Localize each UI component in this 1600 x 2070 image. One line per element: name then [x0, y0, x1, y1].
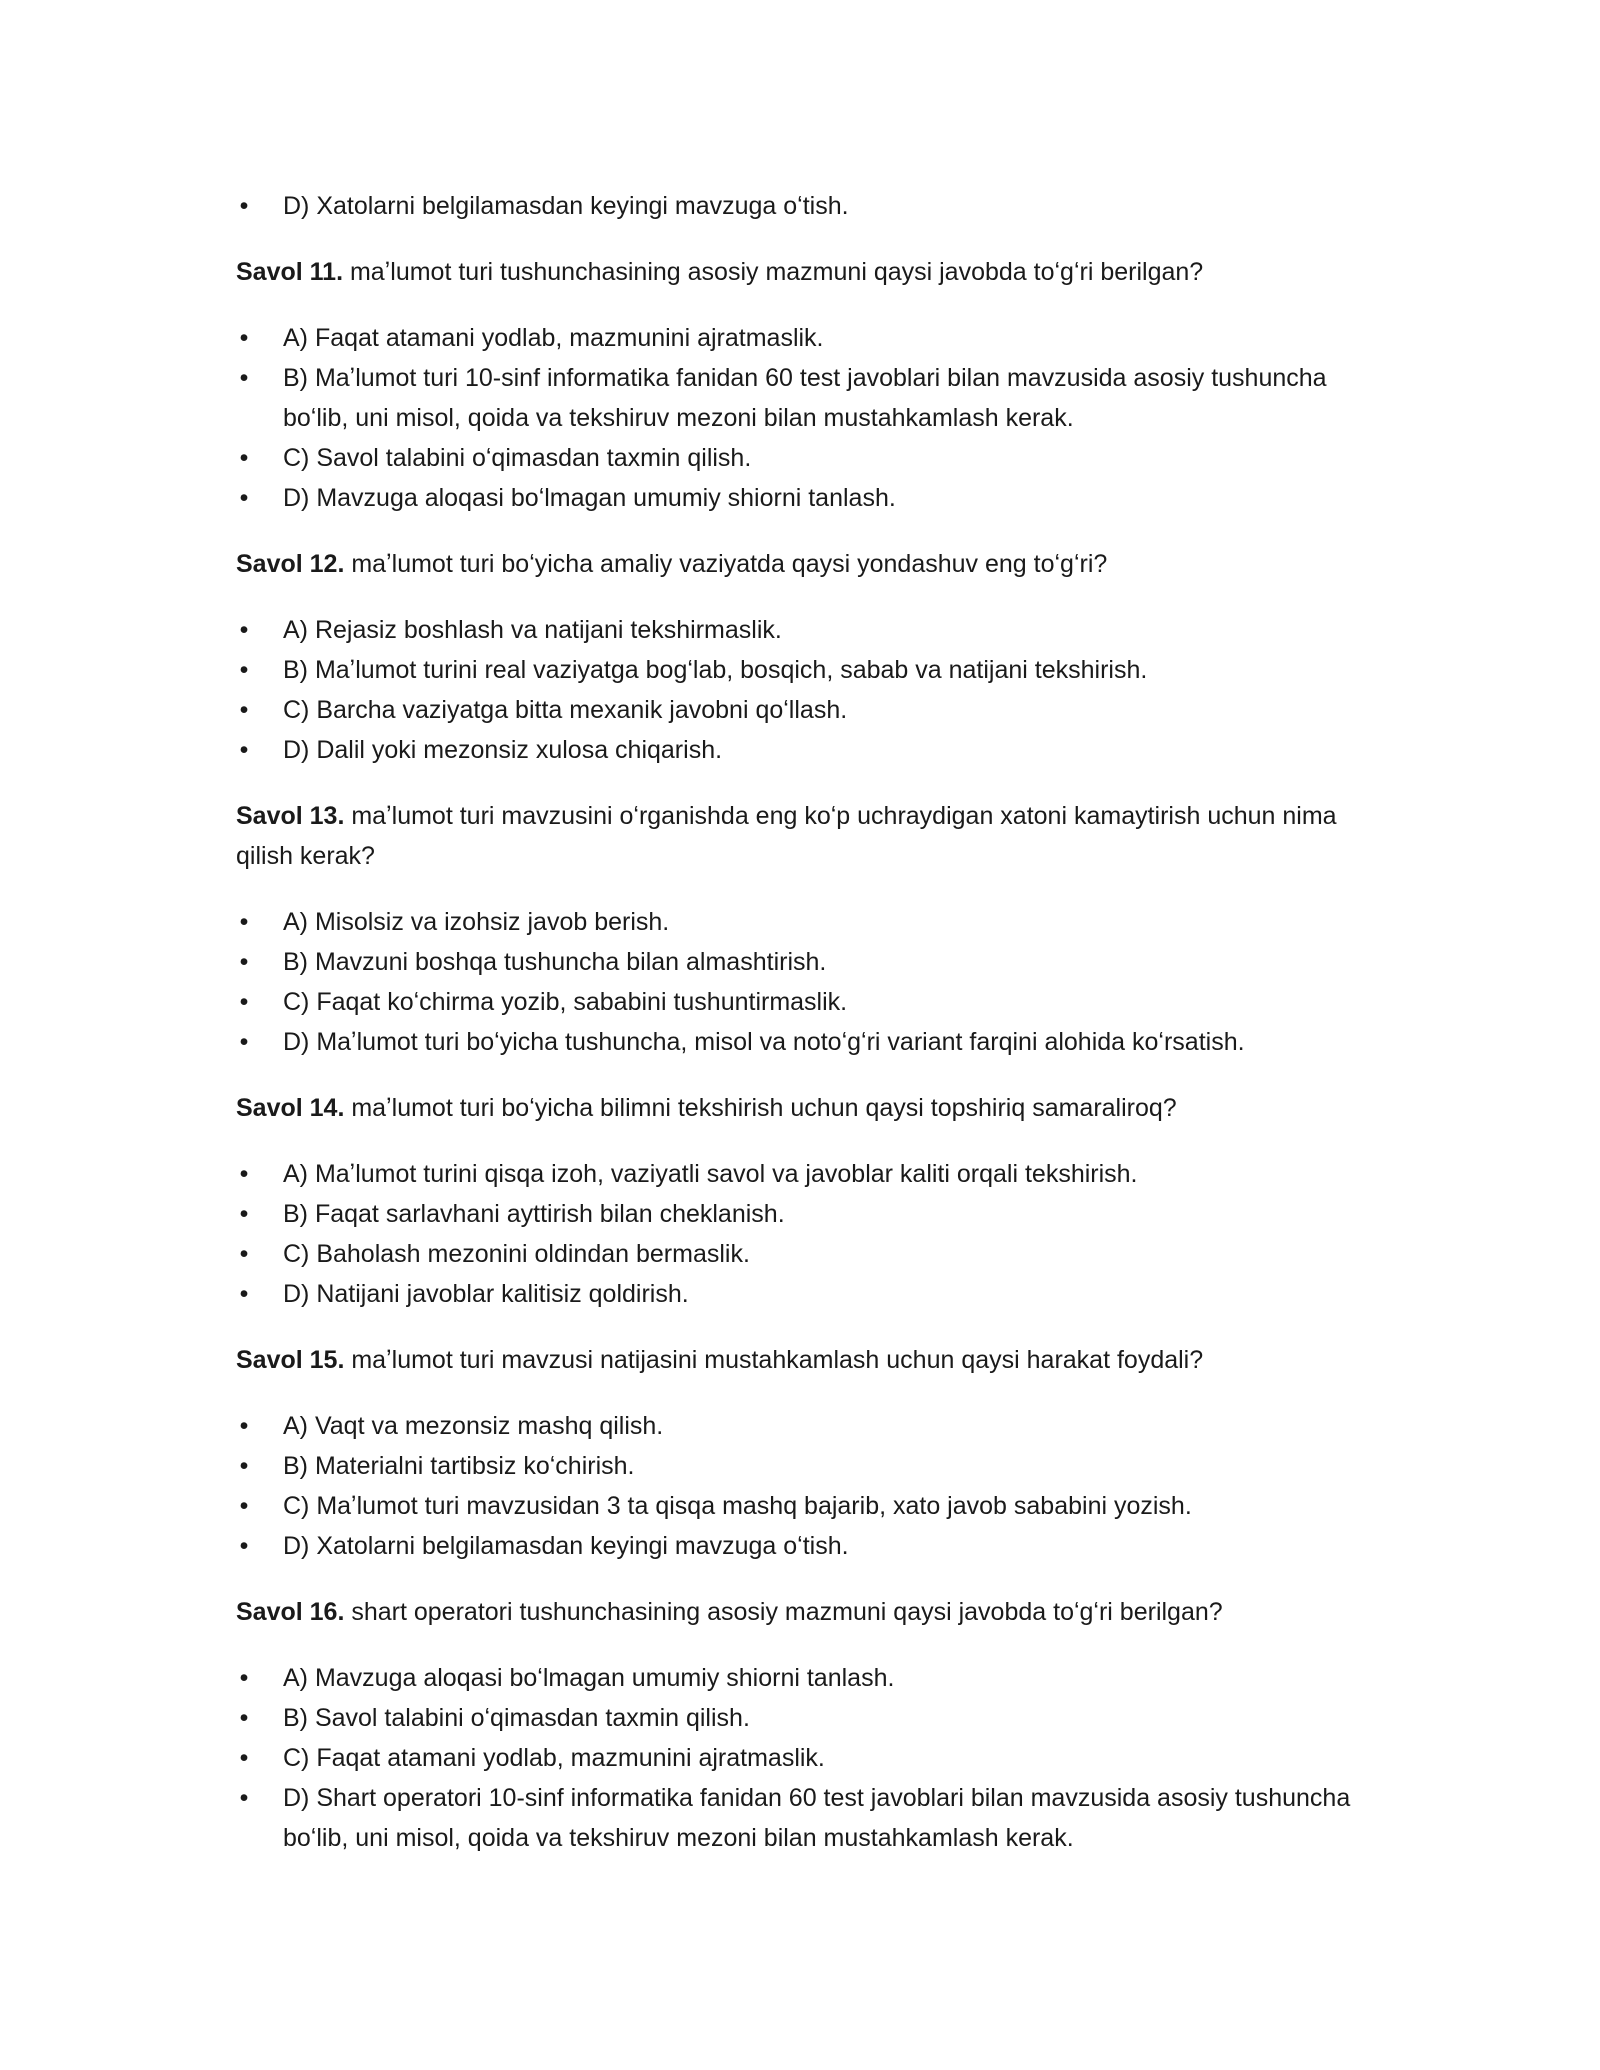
answer-option-text: B) Mavzuni boshqa tushuncha bilan almashtirish. — [283, 948, 827, 976]
option-list — [236, 902, 1356, 1062]
bullet-icon: • — [239, 988, 249, 1016]
answer-option — [236, 1486, 1356, 1526]
question-body: maʼlumot turi mavzusini oʻrganishda eng koʻp uchraydigan xatoni kamaytirish uchun nima qilish kerak? — [236, 802, 1337, 870]
answer-option — [236, 1658, 1356, 1698]
answer-option-text: D) Xatolarni belgilamasdan keyingi mavzuga oʻtish. — [283, 192, 849, 220]
question-body: maʼlumot turi tushunchasining asosiy mazmuni qaysi javobda toʻgʻri berilgan? — [343, 258, 1204, 286]
answer-option-text: C) Faqat atamani yodlab, mazmunini ajratmaslik. — [283, 1744, 825, 1772]
answer-option — [236, 1446, 1356, 1486]
answer-option — [236, 1154, 1356, 1194]
answer-option-text: A) Maʼlumot turini qisqa izoh, vaziyatli savol va javoblar kaliti orqali tekshirish. — [283, 1160, 1138, 1188]
answer-option-text: C) Barcha vaziyatga bitta mexanik javobni qoʻllash. — [283, 696, 848, 724]
bullet-icon: • — [239, 1240, 249, 1268]
question-number: Savol 14. — [236, 1094, 345, 1122]
answer-option — [236, 318, 1356, 358]
option-list — [236, 1154, 1356, 1314]
answer-option-text: D) Natijani javoblar kalitisiz qoldirish. — [283, 1280, 689, 1308]
answer-option — [236, 186, 1356, 226]
bullet-icon: • — [239, 484, 249, 512]
answer-option-text: D) Dalil yoki mezonsiz xulosa chiqarish. — [283, 736, 723, 764]
question-body: maʼlumot turi boʻyicha amaliy vaziyatda qaysi yondashuv eng toʻgʻri? — [344, 550, 1108, 578]
answer-option — [236, 1738, 1356, 1778]
bullet-icon: • — [239, 1492, 249, 1520]
bullet-icon: • — [239, 1160, 249, 1188]
answer-option — [236, 902, 1356, 942]
answer-option — [236, 1526, 1356, 1566]
answer-option-text: D) Xatolarni belgilamasdan keyingi mavzuga oʻtish. — [283, 1532, 849, 1560]
bullet-icon: • — [239, 1532, 249, 1560]
question-text — [236, 1088, 1356, 1128]
bullet-icon: • — [239, 736, 249, 764]
answer-option-text: D) Maʼlumot turi boʻyicha tushuncha, misol va notoʻgʻri variant farqini alohida koʻrsatish. — [283, 1028, 1245, 1056]
question-text — [236, 1592, 1356, 1632]
answer-option — [236, 942, 1356, 982]
question-number: Savol 12. — [236, 550, 345, 578]
bullet-icon: • — [239, 948, 249, 976]
bullet-icon: • — [239, 192, 249, 220]
bullet-icon: • — [239, 324, 249, 352]
option-list — [236, 318, 1356, 518]
answer-option-text: C) Savol talabini oʻqimasdan taxmin qilish. — [283, 444, 752, 472]
answer-option — [236, 982, 1356, 1022]
answer-option-text: C) Maʼlumot turi mavzusidan 3 ta qisqa mashq bajarib, xato javob sababini yozish. — [283, 1492, 1192, 1520]
answer-option-text: B) Maʼlumot turi 10-sinf informatika fanidan 60 test javoblari bilan mavzusida asosiy tushuncha boʻlib, uni misol, qoida va tekshiruv mezoni bilan mustahkamlash kerak. — [283, 364, 1327, 432]
option-list — [236, 1406, 1356, 1566]
bullet-icon: • — [239, 1028, 249, 1056]
answer-option-text: B) Maʼlumot turini real vaziyatga bogʻlab, bosqich, sabab va natijani tekshirish. — [283, 656, 1148, 684]
document-body — [236, 186, 1356, 1858]
answer-option — [236, 1274, 1356, 1314]
answer-option-text: D) Mavzuga aloqasi boʻlmagan umumiy shiorni tanlash. — [283, 484, 896, 512]
bullet-icon: • — [239, 696, 249, 724]
bullet-icon: • — [239, 1664, 249, 1692]
bullet-icon: • — [239, 1200, 249, 1228]
answer-option-text: C) Baholash mezonini oldindan bermaslik. — [283, 1240, 750, 1268]
answer-option-text: B) Materialni tartibsiz koʻchirish. — [283, 1452, 635, 1480]
bullet-icon: • — [239, 656, 249, 684]
bullet-icon: • — [239, 1704, 249, 1732]
question-text — [236, 796, 1356, 876]
answer-option-text: A) Mavzuga aloqasi boʻlmagan umumiy shiorni tanlash. — [283, 1664, 895, 1692]
answer-option — [236, 650, 1356, 690]
answer-option-text: D) Shart operatori 10-sinf informatika fanidan 60 test javoblari bilan mavzusida asosiy tushuncha boʻlib, uni misol, qoida va tekshiruv mezoni bilan mustahkamlash kerak. — [283, 1784, 1351, 1852]
bullet-icon: • — [239, 908, 249, 936]
answer-option — [236, 478, 1356, 518]
option-list — [236, 610, 1356, 770]
answer-option — [236, 1234, 1356, 1274]
answer-option-text: C) Faqat koʻchirma yozib, sababini tushuntirmaslik. — [283, 988, 848, 1016]
bullet-icon: • — [239, 616, 249, 644]
answer-option-text: B) Savol talabini oʻqimasdan taxmin qilish. — [283, 1704, 750, 1732]
bullet-icon: • — [239, 364, 249, 392]
option-list — [236, 1658, 1356, 1858]
answer-option — [236, 1406, 1356, 1446]
bullet-icon: • — [239, 1744, 249, 1772]
question-number: Savol 15. — [236, 1346, 345, 1374]
answer-option — [236, 610, 1356, 650]
answer-option — [236, 690, 1356, 730]
question-text — [236, 252, 1356, 292]
question-body: shart operatori tushunchasining asosiy mazmuni qaysi javobda toʻgʻri berilgan? — [344, 1598, 1223, 1626]
answer-option — [236, 438, 1356, 478]
bullet-icon: • — [239, 1452, 249, 1480]
answer-option — [236, 1698, 1356, 1738]
answer-option — [236, 1778, 1356, 1858]
bullet-icon: • — [239, 1412, 249, 1440]
question-number: Savol 16. — [236, 1598, 345, 1626]
option-list-continued — [236, 186, 1356, 226]
question-body: maʼlumot turi boʻyicha bilimni tekshirish uchun qaysi topshiriq samaraliroq? — [344, 1094, 1177, 1122]
bullet-icon: • — [239, 444, 249, 472]
bullet-icon: • — [239, 1784, 249, 1812]
answer-option — [236, 730, 1356, 770]
question-number: Savol 13. — [236, 802, 345, 830]
answer-option-text: A) Misolsiz va izohsiz javob berish. — [283, 908, 670, 936]
question-number: Savol 11. — [236, 258, 344, 286]
question-body: maʼlumot turi mavzusi natijasini mustahkamlash uchun qaysi harakat foydali? — [344, 1346, 1204, 1374]
bullet-icon: • — [239, 1280, 249, 1308]
answer-option — [236, 358, 1356, 438]
answer-option — [236, 1194, 1356, 1234]
answer-option — [236, 1022, 1356, 1062]
answer-option-text: A) Rejasiz boshlash va natijani tekshirmaslik. — [283, 616, 782, 644]
question-text — [236, 1340, 1356, 1380]
answer-option-text: A) Faqat atamani yodlab, mazmunini ajratmaslik. — [283, 324, 824, 352]
answer-option-text: B) Faqat sarlavhani ayttirish bilan cheklanish. — [283, 1200, 785, 1228]
answer-option-text: A) Vaqt va mezonsiz mashq qilish. — [283, 1412, 664, 1440]
question-text — [236, 544, 1356, 584]
